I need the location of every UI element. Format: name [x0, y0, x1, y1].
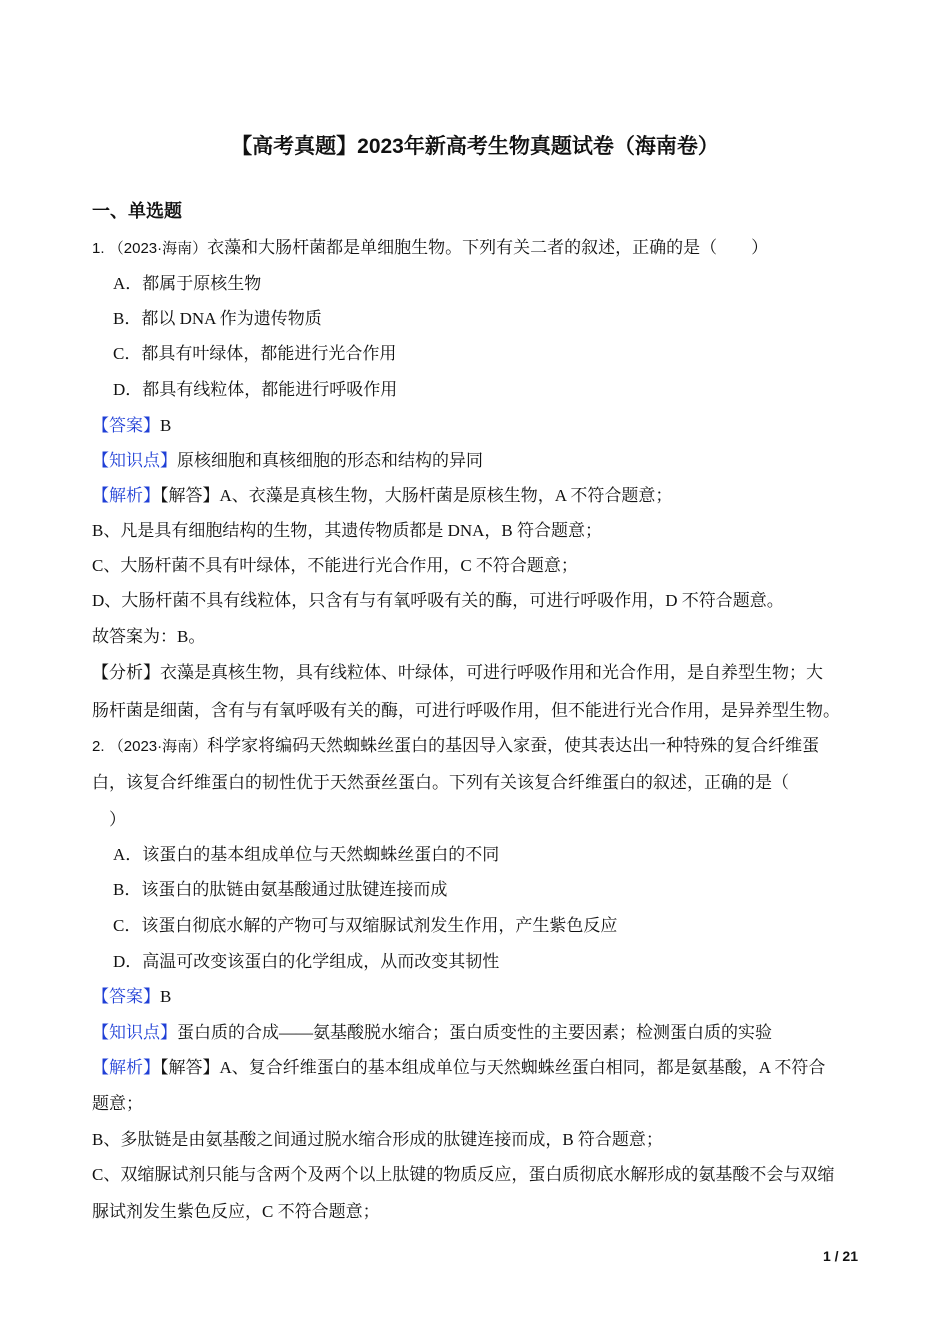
- analysis-text: 脲试剂发生紫色反应，C 不符合题意；: [92, 1202, 380, 1221]
- analysis-text: 故答案为：B。: [92, 627, 206, 646]
- analysis-text: 【解答】A、衣藻是真核生物，大肠杆菌是原核生物，A 不符合题意；: [160, 486, 673, 505]
- question-source: （2023·海南）: [108, 738, 208, 755]
- analysis-text: 肠杆菌是细菌，含有与有氧呼吸有关的酶，可进行呼吸作用，但不能进行光合作用，是异养型生物。: [92, 701, 840, 720]
- answer-label: 【答案】: [92, 987, 160, 1006]
- document-title: 【高考真题】2023年新高考生物真题试卷（海南卷）: [231, 135, 719, 158]
- option-b: B．该蛋白的肽链由氨基酸通过肽键连接而成: [113, 880, 448, 899]
- knowledge-label: 【知识点】: [92, 451, 177, 470]
- section-heading: 一、单选题: [92, 201, 182, 221]
- option-c: C．都具有叶绿体，都能进行光合作用: [113, 344, 397, 363]
- analysis-line: [92, 1056, 825, 1080]
- page-number: 1 / 21: [822, 1248, 858, 1264]
- question-2-stem: [92, 734, 819, 758]
- option-b: B．都以 DNA 作为遗传物质: [113, 309, 322, 328]
- analysis-text: B、凡是具有细胞结构的生物，其遗传物质都是 DNA，B 符合题意；: [92, 521, 603, 540]
- option-c: C．该蛋白彻底水解的产物可与双缩脲试剂发生作用，产生紫色反应: [113, 916, 618, 935]
- option-a: A．该蛋白的基本组成单位与天然蜘蛛丝蛋白的不同: [113, 845, 500, 864]
- answer-line: [92, 414, 171, 438]
- analysis-text: 题意；: [92, 1094, 143, 1113]
- analysis-line: [92, 484, 672, 508]
- analysis-text: C、大肠杆菌不具有叶绿体，不能进行光合作用，C 不符合题意；: [92, 556, 578, 575]
- stem-text: ）: [92, 810, 126, 829]
- question-number: 1.: [92, 240, 105, 257]
- option-d: D．高温可改变该蛋白的化学组成，从而改变其韧性: [113, 952, 500, 971]
- question-source: （2023·海南）: [108, 240, 208, 257]
- analysis-text: B、多肽链是由氨基酸之间通过脱水缩合形成的肽键连接而成，B 符合题意；: [92, 1130, 663, 1149]
- stem-text: 科学家将编码天然蜘蛛丝蛋白的基因导入家蚕，使其表达出一种特殊的复合纤维蛋: [207, 736, 820, 755]
- question-1-stem: [92, 236, 768, 260]
- answer-value: B: [160, 987, 172, 1006]
- stem-text: 衣藻和大肠杆菌都是单细胞生物。下列有关二者的叙述，正确的是（ ）: [207, 238, 769, 257]
- analysis-text: 【解答】A、复合纤维蛋白的基本组成单位与天然蜘蛛丝蛋白相同，都是氨基酸，A 不符合: [160, 1058, 826, 1077]
- analysis-text: C、双缩脲试剂只能与含两个及两个以上肽键的物质反应，蛋白质彻底水解形成的氨基酸不会与双缩: [92, 1165, 835, 1184]
- knowledge-label: 【知识点】: [92, 1023, 177, 1042]
- analysis-text: 【分析】衣藻是真核生物，具有线粒体、叶绿体，可进行呼吸作用和光合作用，是自养型生物；大: [92, 663, 823, 682]
- option-a: A．都属于原核生物: [113, 274, 262, 293]
- option-d: D．都具有线粒体，都能进行呼吸作用: [113, 380, 398, 399]
- knowledge-text: 原核细胞和真核细胞的形态和结构的异同: [177, 451, 483, 470]
- question-number: 2.: [92, 738, 105, 755]
- knowledge-line: [92, 1021, 772, 1045]
- knowledge-text: 蛋白质的合成——氨基酸脱水缩合；蛋白质变性的主要因素；检测蛋白质的实验: [177, 1023, 772, 1042]
- analysis-text: D、大肠杆菌不具有线粒体，只含有与有氧呼吸有关的酶，可进行呼吸作用，D 不符合题意。: [92, 591, 784, 610]
- knowledge-line: [92, 449, 483, 473]
- answer-label: 【答案】: [92, 416, 160, 435]
- analysis-label: 【解析】: [92, 1058, 160, 1077]
- answer-value: B: [160, 416, 172, 435]
- answer-line: [92, 985, 171, 1009]
- analysis-label: 【解析】: [92, 486, 160, 505]
- stem-text: 白，该复合纤维蛋白的韧性优于天然蚕丝蛋白。下列有关该复合纤维蛋白的叙述，正确的是（: [92, 773, 789, 792]
